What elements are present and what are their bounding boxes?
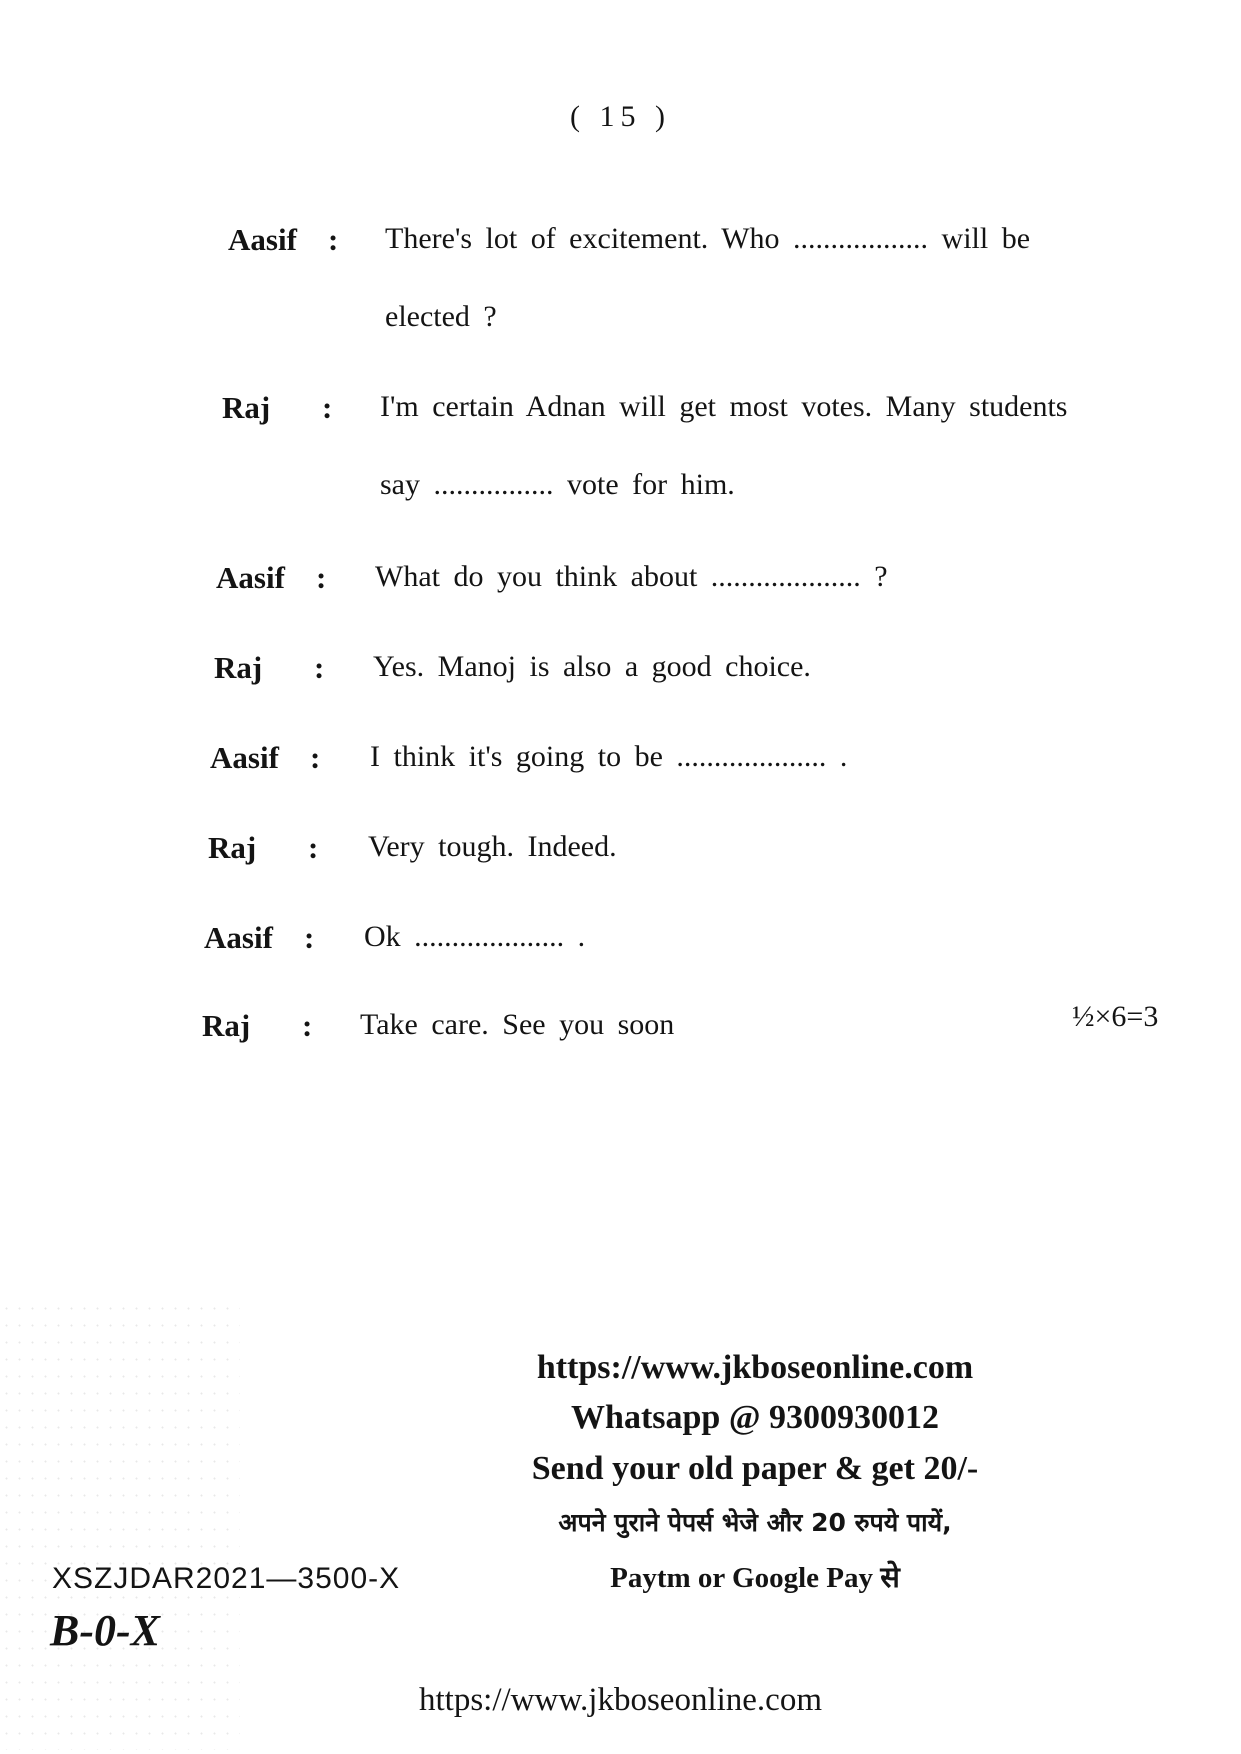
- colon: :: [316, 560, 327, 595]
- colon: :: [314, 650, 325, 685]
- speaker-name: Raj: [208, 830, 257, 865]
- promo-hindi: अपने पुराने पेपर्स भेजे और 20 रुपये पायें,: [558, 1508, 952, 1537]
- dialogue-line: Take care. See you soon: [360, 1008, 675, 1041]
- footer-url[interactable]: https://www.jkboseonline.com: [419, 1682, 822, 1718]
- speaker-name: Aasif: [216, 560, 285, 595]
- promo-whatsapp: Whatsapp @ 9300930012: [571, 1399, 939, 1436]
- dialogue-line: What do you think about .................... ?: [375, 560, 888, 593]
- colon: :: [322, 390, 333, 425]
- colon: :: [302, 1008, 313, 1043]
- dialogue-line: There's lot of excitement. Who .................. will be: [385, 222, 1031, 255]
- speaker-name: Aasif: [210, 740, 279, 775]
- promo-url[interactable]: https://www.jkboseonline.com: [536, 1349, 974, 1386]
- dialogue-continuation: elected ?: [385, 300, 497, 333]
- promo-block: [470, 1343, 1040, 1605]
- speaker-name: Aasif: [228, 222, 297, 257]
- dialogue-row: [216, 560, 1216, 600]
- colon: :: [308, 830, 319, 865]
- dialogue-line: I'm certain Adnan will get most votes. Many students: [380, 390, 1068, 423]
- colon: :: [310, 740, 321, 775]
- dialogue-line: Very tough. Indeed.: [368, 830, 617, 863]
- dialogue-row: [222, 390, 1222, 501]
- marks-allocation: ½×6=3: [1072, 1000, 1159, 1033]
- dialogue-line: I think it's going to be .................... .: [370, 740, 848, 773]
- dialogue-line: Yes. Manoj is also a good choice.: [373, 650, 811, 683]
- dialogue-continuation: say ................ vote for him.: [380, 468, 735, 501]
- dialogue-row: [204, 920, 1204, 960]
- page-number: ( 15 ): [570, 100, 671, 133]
- dialogue-row: [208, 830, 1208, 870]
- dialogue-row: [228, 222, 1228, 333]
- paper-code: XSZJDAR2021—3500-X: [52, 1562, 401, 1595]
- colon: :: [304, 920, 315, 955]
- promo-payment: Paytm or Google Pay से: [610, 1562, 900, 1594]
- dialogue-line: Ok .................... .: [364, 920, 586, 953]
- dialogue-row: [210, 740, 1210, 780]
- set-code: B-0-X: [50, 1606, 160, 1655]
- promo-send-paper: Send your old paper & get 20/-: [531, 1450, 979, 1487]
- speaker-name: Aasif: [204, 920, 273, 955]
- colon: :: [328, 222, 339, 257]
- dialogue-row: [214, 650, 1214, 690]
- speaker-name: Raj: [202, 1008, 251, 1043]
- dialogue-row: [202, 1008, 1202, 1048]
- speaker-name: Raj: [222, 390, 271, 425]
- speaker-name: Raj: [214, 650, 263, 685]
